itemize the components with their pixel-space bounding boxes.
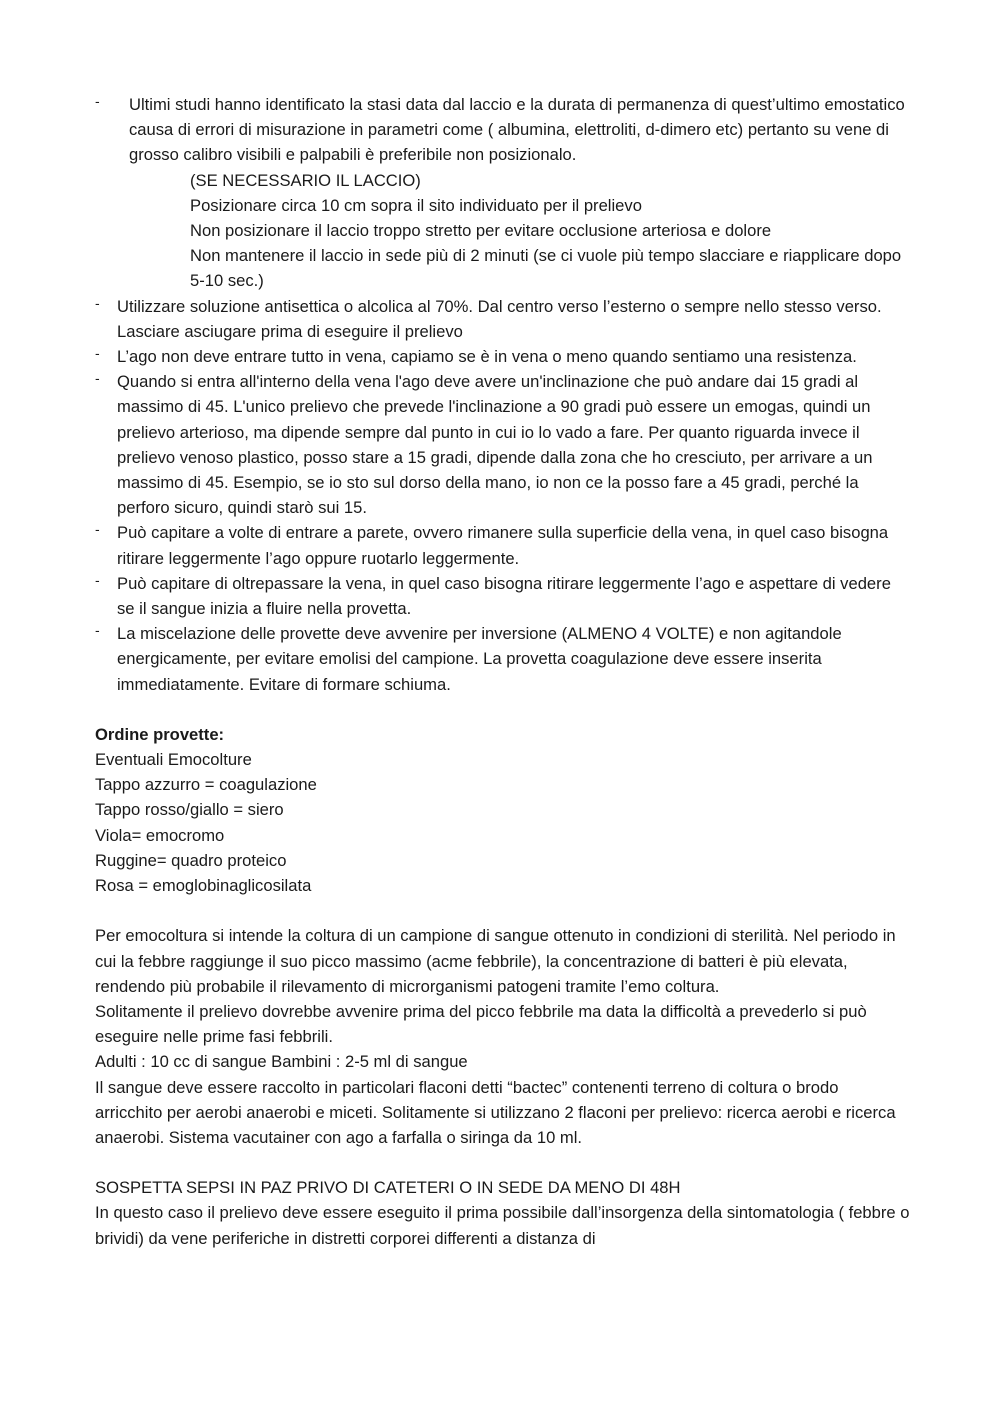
bullet-item — [95, 520, 910, 570]
dash-marker: - — [95, 370, 100, 387]
bullet-item — [95, 294, 910, 344]
bullet-text: L’ago non deve entrare tutto in vena, capiamo se è in vena o meno quando sentiamo una resistenza. — [117, 347, 857, 367]
dash-marker: - — [95, 521, 100, 538]
emocoltura-paragraph: Adulti : 10 cc di sangue Bambini : 2-5 ml di sangue — [95, 1052, 468, 1072]
laccio-sublist — [129, 168, 910, 294]
bullet-text: Ultimi studi hanno identificato la stasi data dal laccio e la durata di permanenza di quest’ultimo emostatico causa di errori di misurazione in parametri come ( albumina, elettroliti, d-dimero etc) pertanto su vene di grosso calibro visibili e palpabili è preferibile non posizionalo. — [129, 95, 905, 165]
order-item: Rosa = emoglobinaglicosilata — [95, 876, 312, 896]
dash-marker: - — [95, 294, 100, 311]
order-item: Eventuali Emocolture — [95, 750, 252, 770]
bullet-text: Può capitare di oltrepassare la vena, in quel caso bisogna ritirare leggermente l’ago e aspettare di vedere se il sangue inizia a fluire nella provetta. — [117, 573, 891, 619]
bullet-list — [95, 92, 910, 697]
bullet-item — [95, 369, 910, 520]
order-item: Ruggine= quadro proteico — [95, 850, 287, 870]
bullet-item — [95, 621, 910, 697]
subline: Non mantenere il laccio in sede più di 2 minuti (se ci vuole più tempo slacciare e riapplicare dopo 5-10 sec.) — [190, 246, 902, 291]
order-heading: Ordine provette: — [95, 724, 225, 744]
sepsi-paragraph: In questo caso il prelievo deve essere eseguito il prima possibile dall’insorgenza della sintomatologia ( febbre o brividi) da vene periferiche in distretti corporei differenti a distanza di — [95, 1203, 910, 1248]
spacer — [95, 1150, 910, 1175]
bullet-text: Quando si entra all'interno della vena l'ago deve avere un'inclinazione che può andare dai 15 gradi al massimo di 45. L'unico prelievo che prevede l'inclinazione a 90 gradi può essere un emogas, quindi un prelievo arterioso, ma dipende sempre dal punto in cui io lo vado a fare. Per quanto riguarda invece il prelievo venoso plastico, posso stare a 15 gradi, dipende dalla zona che ho cresciuto, per arrivare a un massimo di 45. Esempio, se io sto sul dorso della mano, io non ce la posso fare a 45 gradi, perché la perforo sicuro, quindi starò sui 15. — [117, 372, 873, 518]
order-item: Viola= emocromo — [95, 825, 225, 845]
emocoltura-paragraph: Per emocoltura si intende la coltura di un campione di sangue ottenuto in condizioni di sterilità. Nel periodo in cui la febbre raggiunge il suo picco massimo (acme febbrile), la concentrazione di batteri è più elevata, rendendo più probabile il rilevamento di microrganismi patogeni tramite l’emo coltura. — [95, 926, 896, 996]
sepsi-title: SOSPETTA SEPSI IN PAZ PRIVO DI CATETERI O IN SEDE DA MENO DI 48H — [95, 1178, 681, 1198]
spacer — [95, 898, 910, 923]
emocoltura-paragraph: Il sangue deve essere raccolto in particolari flaconi detti “bactec” contenenti terreno di coltura o brodo arricchito per aerobi anaerobi e miceti. Solitamente si utilizzano 2 flaconi per prelievo: ricerca aerobi e ricerca anaerobi. Sistema vacutainer con ago a farfalla o siringa da 10 ml. — [95, 1077, 896, 1147]
bullet-item-laccio — [95, 92, 910, 294]
bullet-text: Può capitare a volte di entrare a parete, ovvero rimanere sulla superficie della vena, in quel caso bisogna ritirare leggermente l’ago oppure ruotarlo leggermente. — [117, 523, 889, 568]
order-item: Tappo azzurro = coagulazione — [95, 775, 317, 795]
subline: (SE NECESSARIO IL LACCIO) — [190, 170, 421, 190]
page-content — [95, 92, 910, 1251]
bullet-text: Utilizzare soluzione antisettica o alcolica al 70%. Dal centro verso l’esterno o sempre nello stesso verso. Lasciare asciugare prima di eseguire il prelievo — [117, 296, 882, 341]
subline: Non posizionare il laccio troppo stretto per evitare occlusione arteriosa e dolore — [190, 221, 772, 241]
emocoltura-paragraph: Solitamente il prelievo dovrebbe avvenire prima del picco febbrile ma data la difficoltà a prevederlo si può eseguire nelle prime fasi febbrili. — [95, 1001, 867, 1047]
dash-marker: - — [95, 345, 100, 362]
order-item: Tappo rosso/giallo = siero — [95, 800, 284, 820]
bullet-item — [95, 344, 910, 369]
subline: Posizionare circa 10 cm sopra il sito individuato per il prelievo — [190, 195, 642, 215]
dash-marker: - — [95, 622, 100, 639]
bullet-text: La miscelazione delle provette deve avvenire per inversione (ALMENO 4 VOLTE) e non agitandole energicamente, per evitare emolisi del campione. La provetta coagulazione deve essere inserita immediatamente. Evitare di formare schiuma. — [117, 624, 842, 694]
dash-marker: - — [95, 571, 100, 588]
dash-marker: - — [95, 93, 100, 109]
bullet-item — [95, 571, 910, 621]
